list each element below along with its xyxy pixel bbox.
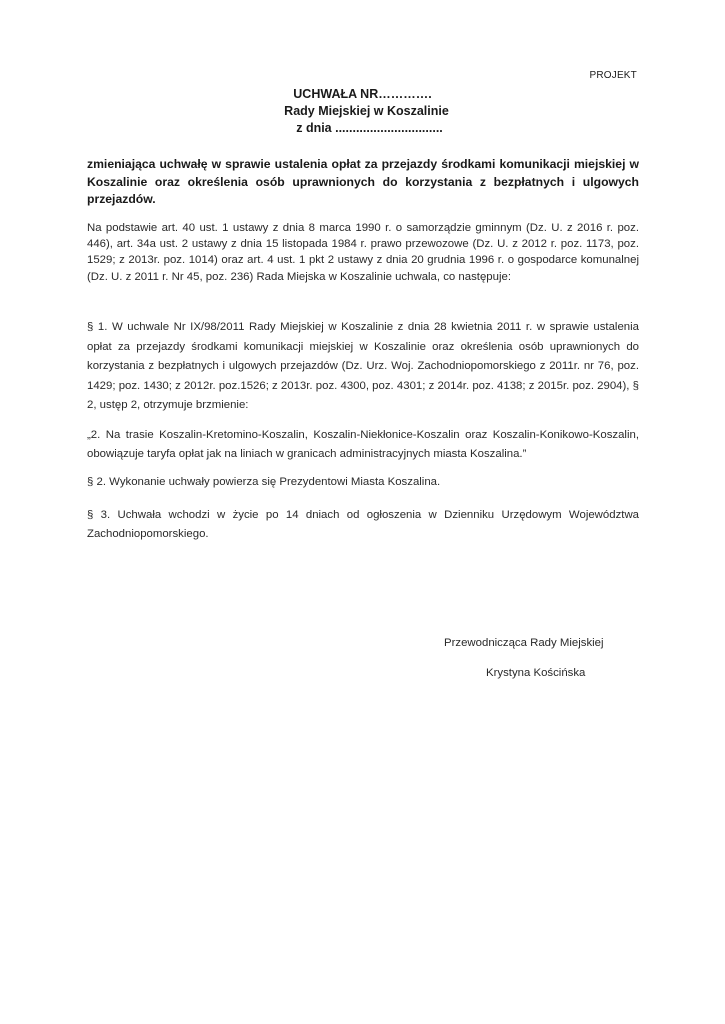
section-2-paragraph: § 2. Wykonanie uchwały powierza się Prezydentowi Miasta Koszalina.: [87, 476, 441, 488]
resolution-number: UCHWAŁA NR………….: [293, 87, 432, 101]
resolution-date: z dnia ...............................: [296, 121, 443, 135]
resolution-subject: zmieniająca uchwałę w sprawie ustalenia opłat za przejazdy środkami komunikacji miejskiej w Koszalinie oraz określenia osób uprawnionych do korzystania z bezpłatnych i ulgowych przejazdów.: [87, 157, 639, 206]
council-name: Rady Miejskiej w Koszalinie: [284, 104, 449, 118]
section-3-paragraph: § 3. Uchwała wchodzi w życie po 14 dniach od ogłoszenia w Dzienniku Urzędowym Województwa Zachodniopomorskiego.: [87, 509, 639, 540]
section-1-paragraph: § 1. W uchwale Nr IX/98/2011 Rady Miejskiej w Koszalinie z dnia 28 kwietnia 2011 r. w sprawie ustalenia opłat za przejazdy środkami komunikacji miejskiej w Koszalinie oraz określenia osób uprawnionych do korzystania z bezpłatnych i ulgowych przejazdów (Dz. Urz. Woj. Zachodniopomorskiego z 2011r. nr 76, poz. 1429; poz. 1430; z 2012r. poz.1526; z 2013r. poz. 4300, poz. 4301; z 2014r. poz. 4138; z 2015r. poz. 2904), § 2, ustęp 2, otrzymuje brzmienie:: [87, 321, 639, 411]
legal-basis-paragraph: Na podstawie art. 40 ust. 1 ustawy z dnia 8 marca 1990 r. o samorządzie gminnym (Dz. U. z 2016 r. poz. 446), art. 34a ust. 2 ustawy z dnia 15 listopada 1984 r. prawo przewozowe (Dz. U. z 2012 r. poz. 1173, poz. 1529; z 2013r. poz. 1014) oraz art. 4 ust. 1 pkt 2 ustawy z dnia 20 grudnia 1996 r. o gospodarce komunalnej (Dz. U. z 2011 r. Nr 45, poz. 236) Rada Miejska w Koszalinie uchwala, co następuje:: [87, 222, 639, 283]
signature-name: Krystyna Kościńska: [486, 667, 586, 679]
projekt-label: PROJEKT: [589, 70, 637, 81]
amended-text-quote: „2. Na trasie Koszalin-Kretomino-Koszalin, Koszalin-Niekłonice-Koszalin oraz Koszalin-Konikowo-Koszalin, obowiązuje taryfa opłat jak na liniach w granicach administracyjnych miasta Koszalina.”: [87, 429, 639, 460]
signature-role: Przewodnicząca Rady Miejskiej: [444, 637, 604, 649]
resolution-title: [0, 86, 725, 137]
